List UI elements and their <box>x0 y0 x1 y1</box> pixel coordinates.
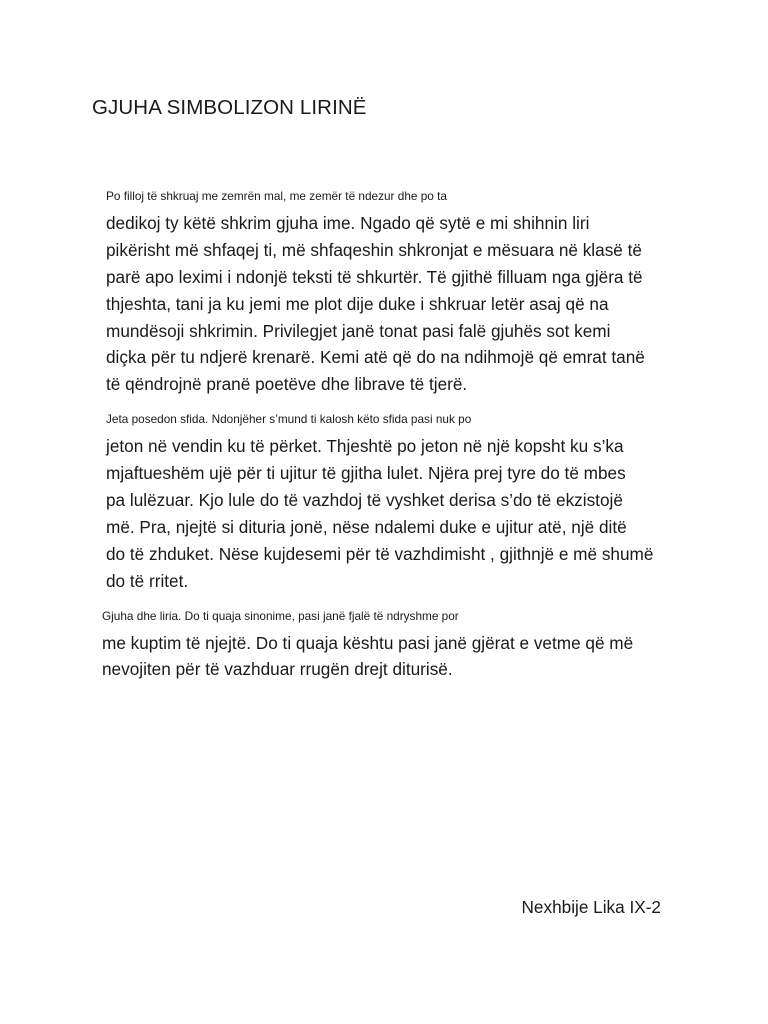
text-line: mundësoji shkrimin. Privilegjet janë tonat pasi falë gjuhës sot kemi <box>106 320 611 341</box>
text-line: thjeshta, tani ja ku jemi me plot dije duke i shkruar letër asaj që na <box>106 293 609 314</box>
text-line: diçka për tu ndjerë krenarë. Kemi atë që do na ndihmojë që emrat tanë <box>106 347 645 368</box>
author-signature: Nexhbije Lika IX-2 <box>521 897 661 917</box>
paragraph-3 <box>92 603 672 684</box>
text-line: jeton në vendin ku të përket. Thjeshtë po jeton në një kopsht ku s’ka <box>106 436 624 457</box>
text-line: me kuptim të njejtë. Do ti quaja kështu pasi janë gjërat e vetme që më <box>102 632 634 653</box>
text-line: do të rritet. <box>106 570 189 591</box>
text-line: Po filloj të shkruaj me zemrën mal, me zemër të ndezur dhe po ta <box>106 189 447 203</box>
text-line: më. Pra, njejtë si dituria jonë, nëse ndalemi duke e ujitur atë, një ditë <box>106 516 627 537</box>
text-line: do të zhduket. Nëse kujdesemi për të vazhdimisht , gjithnjë e më shumë <box>106 543 654 564</box>
text-line: parë apo leximi i ndonjë teksti të shkurtër. Të gjithë filluam nga gjëra të <box>106 266 643 287</box>
text-line: dedikoj ty këtë shkrim gjuha ime. Ngado që sytë e mi shihnin liri <box>106 212 590 233</box>
document-title: GJUHA SIMBOLIZON LIRINË <box>92 96 367 119</box>
paragraph-1 <box>92 183 672 398</box>
text-line: nevojiten për të vazhduar rrugën drejt diturisë. <box>102 659 453 680</box>
text-line: të qëndrojnë pranë poetëve dhe librave të tjerë. <box>106 374 468 395</box>
text-line: pa lulëzuar. Kjo lule do të vazhdoj të vyshket derisa s’do të ekzistojë <box>106 489 623 510</box>
text-line: Jeta posedon sfida. Ndonjëher s’mund ti kalosh këto sfida pasi nuk po <box>106 412 472 427</box>
text-line: pikërisht më shfaqej ti, më shfaqeshin shkronjat e mësuara në klasë të <box>106 239 642 260</box>
paragraph-2 <box>92 406 672 594</box>
text-line: mjaftueshëm ujë për ti ujitur të gjitha lulet. Njëra prej tyre do të mbes <box>106 463 626 484</box>
text-line: Gjuha dhe liria. Do ti quaja sinonime, pasi janë fjalë të ndryshme por <box>102 608 459 623</box>
document-body <box>92 183 672 691</box>
